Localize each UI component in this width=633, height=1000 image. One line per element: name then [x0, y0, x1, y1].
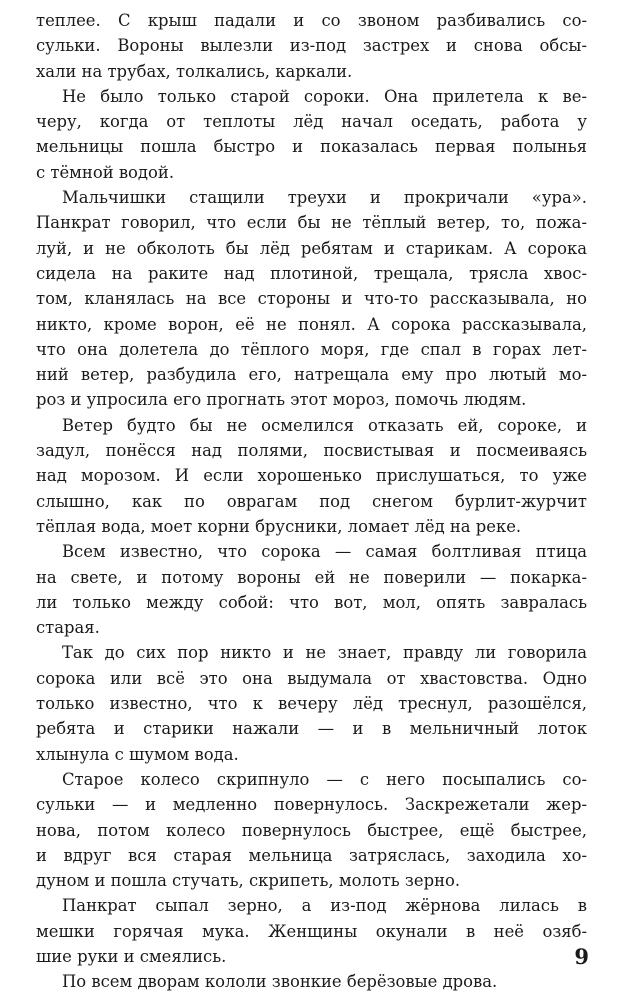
paragraph — [36, 539, 587, 640]
text-line: задул, понёсся над полями, посвистывая и посмеиваясь — [36, 441, 587, 461]
paragraph — [36, 413, 587, 539]
paragraph — [36, 640, 587, 766]
text-line: сульки — и медленно повернулось. Заскрежетали жер- — [36, 795, 587, 815]
text-line: только известно, что к вечеру лёд треснул, разошёлся, — [36, 694, 587, 714]
paragraph — [36, 969, 587, 994]
text-line: никто, кроме ворон, её не понял. А сорока рассказывала, — [36, 314, 587, 334]
text-line: над морозом. И если хорошенько прислушаться, то уже — [36, 466, 587, 486]
text-line: Панкрат говорил, что если бы не тёплый ветер, то, пожа- — [36, 213, 587, 233]
body-text — [36, 8, 587, 995]
page-number: 9 — [574, 944, 589, 969]
text-line: теплее. С крыш падали и со звоном разбивались со- — [36, 11, 587, 30]
text-line: Панкрат сыпал зерно, а из-под жёрнова лилась в — [62, 896, 587, 916]
text-line: черу, когда от теплоты лёд начал оседать, работа у — [36, 112, 587, 132]
text-line: ли только между собой: что вот, мол, опять завралась — [36, 592, 587, 612]
text-line: хали на трубах, толкались, каркали. — [36, 61, 353, 81]
text-line: что она долетела до тёплого моря, где спал в горах лет- — [36, 339, 587, 359]
text-line: на свете, и потому вороны ей не поверили — покарка- — [36, 567, 587, 587]
text-line: нова, потом колесо повернулось быстрее, ещё быстрее, — [36, 820, 587, 840]
text-line: По всем дворам кололи звонкие берёзовые дрова. — [62, 972, 498, 992]
text-line: ний ветер, разбудила его, натрещала ему про лютый мо- — [36, 365, 587, 385]
text-line: слышно, как по оврагам под снегом бурлит-журчит — [36, 491, 587, 511]
text-line: ребята и старики нажали — и в мельничный лоток — [36, 719, 587, 739]
text-line: Старое колесо скрипнуло — с него посыпались со- — [62, 769, 587, 789]
text-line: старая. — [36, 618, 100, 638]
paragraph — [36, 84, 587, 185]
text-line: и вдруг вся старая мельница затряслась, заходила хо- — [36, 845, 587, 865]
text-line: хлынула с шумом вода. — [36, 744, 239, 764]
paragraph — [36, 767, 587, 893]
text-line: дуном и пошла стучать, скрипеть, молоть зерно. — [36, 871, 461, 891]
text-line: Ветер будто бы не осмелился отказать ей, сороке, и — [62, 415, 587, 435]
text-line: мешки горячая мука. Женщины окунали в неё озяб- — [36, 921, 587, 941]
paragraph — [36, 8, 587, 84]
text-line: том, кланялась на все стороны и что-то рассказывала, но — [36, 289, 587, 309]
text-line: сидела на раките над плотиной, трещала, трясла хвос- — [36, 263, 587, 283]
paragraph — [36, 893, 587, 969]
text-line: Так до сих пор никто и не знает, правду ли говорила — [62, 643, 587, 663]
text-line: с тёмной водой. — [36, 162, 175, 182]
text-line: тёплая вода, моет корни брусники, ломает лёд на реке. — [36, 516, 522, 536]
text-line: мельницы пошла быстро и показалась первая полынья — [36, 137, 587, 157]
text-line: шие руки и смеялись. — [36, 946, 227, 966]
text-line: луй, и не обколоть бы лёд ребятам и старикам. А сорока — [36, 238, 587, 258]
text-line: Всем известно, что сорока — самая болтливая птица — [62, 542, 587, 562]
text-line: Мальчишки стащили треухи и прокричали «ура». — [62, 188, 587, 208]
text-line: сорока или всё это она выдумала от хвастовства. Одно — [36, 668, 587, 688]
paragraph — [36, 185, 587, 413]
text-line: Не было только старой сороки. Она прилетела к ве- — [62, 86, 587, 106]
text-line: сульки. Вороны вылезли из-под застрех и снова обсы- — [36, 36, 587, 56]
text-line: роз и упросила его прогнать этот мороз, помочь людям. — [36, 390, 527, 410]
